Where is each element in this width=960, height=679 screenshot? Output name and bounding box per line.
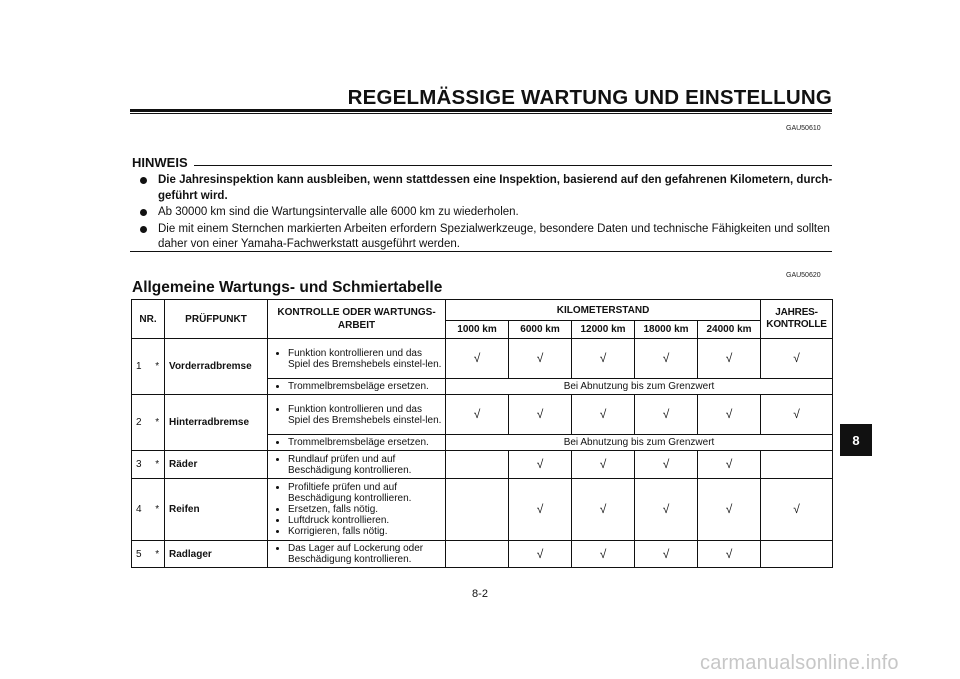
page-number: 8-2 xyxy=(472,588,488,600)
title-rule xyxy=(130,109,832,112)
hinweis-rule xyxy=(194,165,832,166)
check-mark: √ xyxy=(635,451,698,479)
table-row: • Trommelbremsbeläge ersetzen. Bei Abnutzung bis zum Grenzwert xyxy=(132,435,833,451)
hinweis-heading: HINWEIS xyxy=(132,155,188,170)
table-row: • Trommelbremsbeläge ersetzen. Bei Abnutzung bis zum Grenzwert xyxy=(132,379,833,395)
wear-note: Bei Abnutzung bis zum Grenzwert xyxy=(446,379,833,395)
header-jahreskontrolle: JAHRES- KONTROLLE xyxy=(761,300,833,339)
item-name: Reifen xyxy=(165,479,268,541)
item-name: Vorderradbremse xyxy=(165,339,268,395)
item-name: Radlager xyxy=(165,541,268,568)
check-mark: √ xyxy=(446,339,509,379)
hinweis-item: Die mit einem Sternchen markierten Arbeiten erfordern Spezialwerkzeuge, besondere Daten und technische Fähigkeiten und sollten daher von einer Yamaha-Fachwerkstatt ausgeführt werden. xyxy=(140,222,834,253)
hinweis-item: Ab 30000 km sind die Wartungsintervalle alle 6000 km zu wiederholen. xyxy=(140,205,834,221)
check-mark: √ xyxy=(635,541,698,568)
header-nr: NR. xyxy=(132,300,165,339)
header-pruefpunkt: PRÜFPUNKT xyxy=(165,300,268,339)
header-km: 12000 km xyxy=(572,321,635,339)
header-km: 24000 km xyxy=(698,321,761,339)
check-mark: √ xyxy=(635,479,698,541)
check-mark: √ xyxy=(635,395,698,435)
item-name: Hinterradbremse xyxy=(165,395,268,451)
check-mark: √ xyxy=(572,395,635,435)
bullet-dot-icon xyxy=(140,209,147,216)
maintenance-table xyxy=(131,299,833,568)
check-mark: √ xyxy=(509,541,572,568)
doc-code: GAU50610 xyxy=(786,125,821,132)
table-row: 3 * Räder • Rundlauf prüfen und auf Beschädigung kontrollieren. √ √ √ √ xyxy=(132,451,833,479)
table-row: 4 * Reifen • Profiltiefe prüfen und auf Beschädigung kontrollieren. • Ersetzen, falls nötig. • Luftdruck kontrollieren. • Korrigieren, falls nötig. √ √ √ √ √ xyxy=(132,479,833,541)
check-mark: √ xyxy=(509,339,572,379)
check-mark: √ xyxy=(509,395,572,435)
bullet-dot-icon xyxy=(140,177,147,184)
check-mark: √ xyxy=(698,541,761,568)
check-mark: √ xyxy=(509,479,572,541)
wear-note: Bei Abnutzung bis zum Grenzwert xyxy=(446,435,833,451)
check-mark: √ xyxy=(698,451,761,479)
page-title: REGELMÄSSIGE WARTUNG UND EINSTELLUNG xyxy=(347,86,832,109)
item-name: Räder xyxy=(165,451,268,479)
header-km: 18000 km xyxy=(635,321,698,339)
header-kilometerstand: KILOMETERSTAND xyxy=(446,300,761,321)
check-mark: √ xyxy=(572,339,635,379)
header-kontrolle: KONTROLLE ODER WARTUNGS-ARBEIT xyxy=(268,300,446,339)
footer-watermark: carmanualsonline.info xyxy=(700,652,899,674)
hinweis-list xyxy=(140,173,834,254)
table-row: 1 * Vorderradbremse • Funktion kontrollieren und das Spiel des Bremshebels einstel-len. √ √ √ √ √ √ xyxy=(132,339,833,379)
check-mark: √ xyxy=(761,339,833,379)
header-km: 6000 km xyxy=(509,321,572,339)
check-mark: √ xyxy=(572,541,635,568)
section-title: Allgemeine Wartungs- und Schmiertabelle xyxy=(132,279,443,296)
check-mark: √ xyxy=(698,339,761,379)
check-mark: √ xyxy=(509,451,572,479)
check-mark: √ xyxy=(635,339,698,379)
hinweis-item: Die Jahresinspektion kann ausbleiben, wenn stattdessen eine Inspektion, basierend auf den gefahrenen Kilometern, durch-geführt wird. xyxy=(140,173,834,204)
check-mark: √ xyxy=(698,395,761,435)
check-mark: √ xyxy=(572,451,635,479)
chapter-tab: 8 xyxy=(840,424,872,456)
table-row: 5 * Radlager • Das Lager auf Lockerung oder Beschädigung kontrollieren. √ √ √ √ xyxy=(132,541,833,568)
hinweis-end-rule xyxy=(130,251,832,252)
check-mark: √ xyxy=(446,395,509,435)
table-row: 2 * Hinterradbremse • Funktion kontrollieren und das Spiel des Bremshebels einstel-len. √ √ √ √ √ √ xyxy=(132,395,833,435)
check-mark: √ xyxy=(698,479,761,541)
title-rule-thin xyxy=(130,113,832,114)
section-code: GAU50620 xyxy=(786,272,821,279)
bullet-dot-icon xyxy=(140,226,147,233)
header-km: 1000 km xyxy=(446,321,509,339)
check-mark: √ xyxy=(572,479,635,541)
check-mark: √ xyxy=(761,395,833,435)
check-mark: √ xyxy=(761,479,833,541)
